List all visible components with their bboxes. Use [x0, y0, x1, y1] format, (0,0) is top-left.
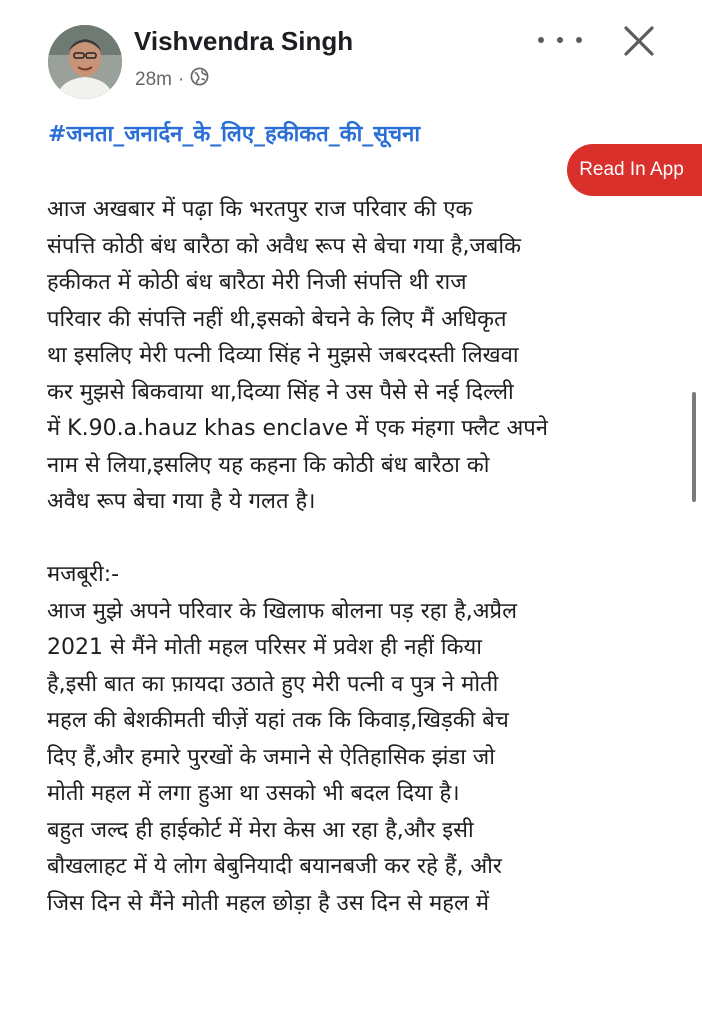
- close-icon: [620, 22, 658, 60]
- post-meta: [135, 67, 209, 92]
- more-options-button[interactable]: [538, 28, 582, 52]
- globe-icon[interactable]: [190, 67, 209, 92]
- text-line: महल की बेशकीमती चीज़ें यहां तक कि किवाड़,खिड़की बेच: [47, 708, 509, 733]
- text-line: बहुत जल्द ही हाईकोर्ट में मेरा केस आ रहा है,और इसी: [47, 817, 474, 843]
- text-line: संपत्ति कोठी बंध बारैठा को अवैध रूप से बेचा गया है,जबकि: [47, 233, 521, 259]
- text-line: अवैध रूप बेचा गया है ये गलत है।: [47, 489, 316, 514]
- text-line: जिस दिन से मैंने मोती महल छोड़ा है उस दिन से महल में: [47, 890, 490, 916]
- text-line: दिए हैं,और हमारे पुरखों के जमाने से ऐतिहासिक झंडा जो: [47, 744, 495, 770]
- text-line: कर मुझसे बिकवाया था,दिव्या सिंह ने उस पैसे से नई दिल्ली: [47, 379, 514, 405]
- more-horizontal-icon-dot: [576, 37, 582, 43]
- avatar-image: [48, 25, 122, 99]
- more-horizontal-icon: [538, 37, 544, 43]
- text-line: मोती महल में लगा हुआ था उसको भी बदल दिया है।: [47, 781, 460, 806]
- meta-separator: ·: [177, 68, 185, 90]
- text-line: था इसलिए मेरी पत्नी दिव्या सिंह ने मुझसे जबरदस्ती लिखवा: [47, 343, 519, 368]
- post-time[interactable]: 28m: [135, 68, 172, 90]
- scrollbar[interactable]: [692, 392, 696, 502]
- text-line: आज मुझे अपने परिवार के खिलाफ बोलना पड़ रहा है,अप्रैल: [47, 598, 517, 624]
- text-line: है,इसी बात का फ़ायदा उठाते हुए मेरी पत्नी व पुत्र ने मोती: [47, 671, 499, 697]
- text-line: नाम से लिया,इसलिए यह कहना कि कोठी बंध बारैठा को: [47, 452, 490, 478]
- text-line: में K.90.a.hauz khas enclave में एक मंहगा फ्लैट अपने: [47, 416, 548, 441]
- hashtag-link[interactable]: #जनता_जनार्दन_के_लिए_हकीकत_की_सूचना: [48, 122, 421, 147]
- author-name[interactable]: Vishvendra Singh: [134, 26, 354, 56]
- text-line: परिवार की संपत्ति नहीं थी,इसको बेचने के लिए मैं अधिकृत: [47, 306, 507, 332]
- post-body: [47, 192, 677, 922]
- read-in-app-button[interactable]: Read In App: [567, 144, 702, 196]
- post-header: [0, 0, 702, 110]
- section-heading: मजबूरी:-: [47, 562, 120, 587]
- text-line: आज अखबार में पढ़ा कि भरतपुर राज परिवार की एक: [47, 197, 473, 222]
- text-line: बौखलाहट में ये लोग बेबुनियादी बयानबजी कर रहे हैं, और: [47, 854, 502, 879]
- more-horizontal-icon-dot: [557, 37, 563, 43]
- close-button[interactable]: [620, 22, 658, 60]
- text-line: 2021 से मैंने मोती महल परिसर में प्रवेश ही नहीं किया: [47, 635, 482, 660]
- paragraph-gap: [47, 521, 677, 558]
- text-line: हकीकत में कोठी बंध बारैठा मेरी निजी संपत्ति थी राज: [47, 270, 467, 295]
- paragraph-1: [47, 192, 677, 521]
- author-avatar[interactable]: [48, 25, 122, 99]
- paragraph-2: [47, 594, 677, 923]
